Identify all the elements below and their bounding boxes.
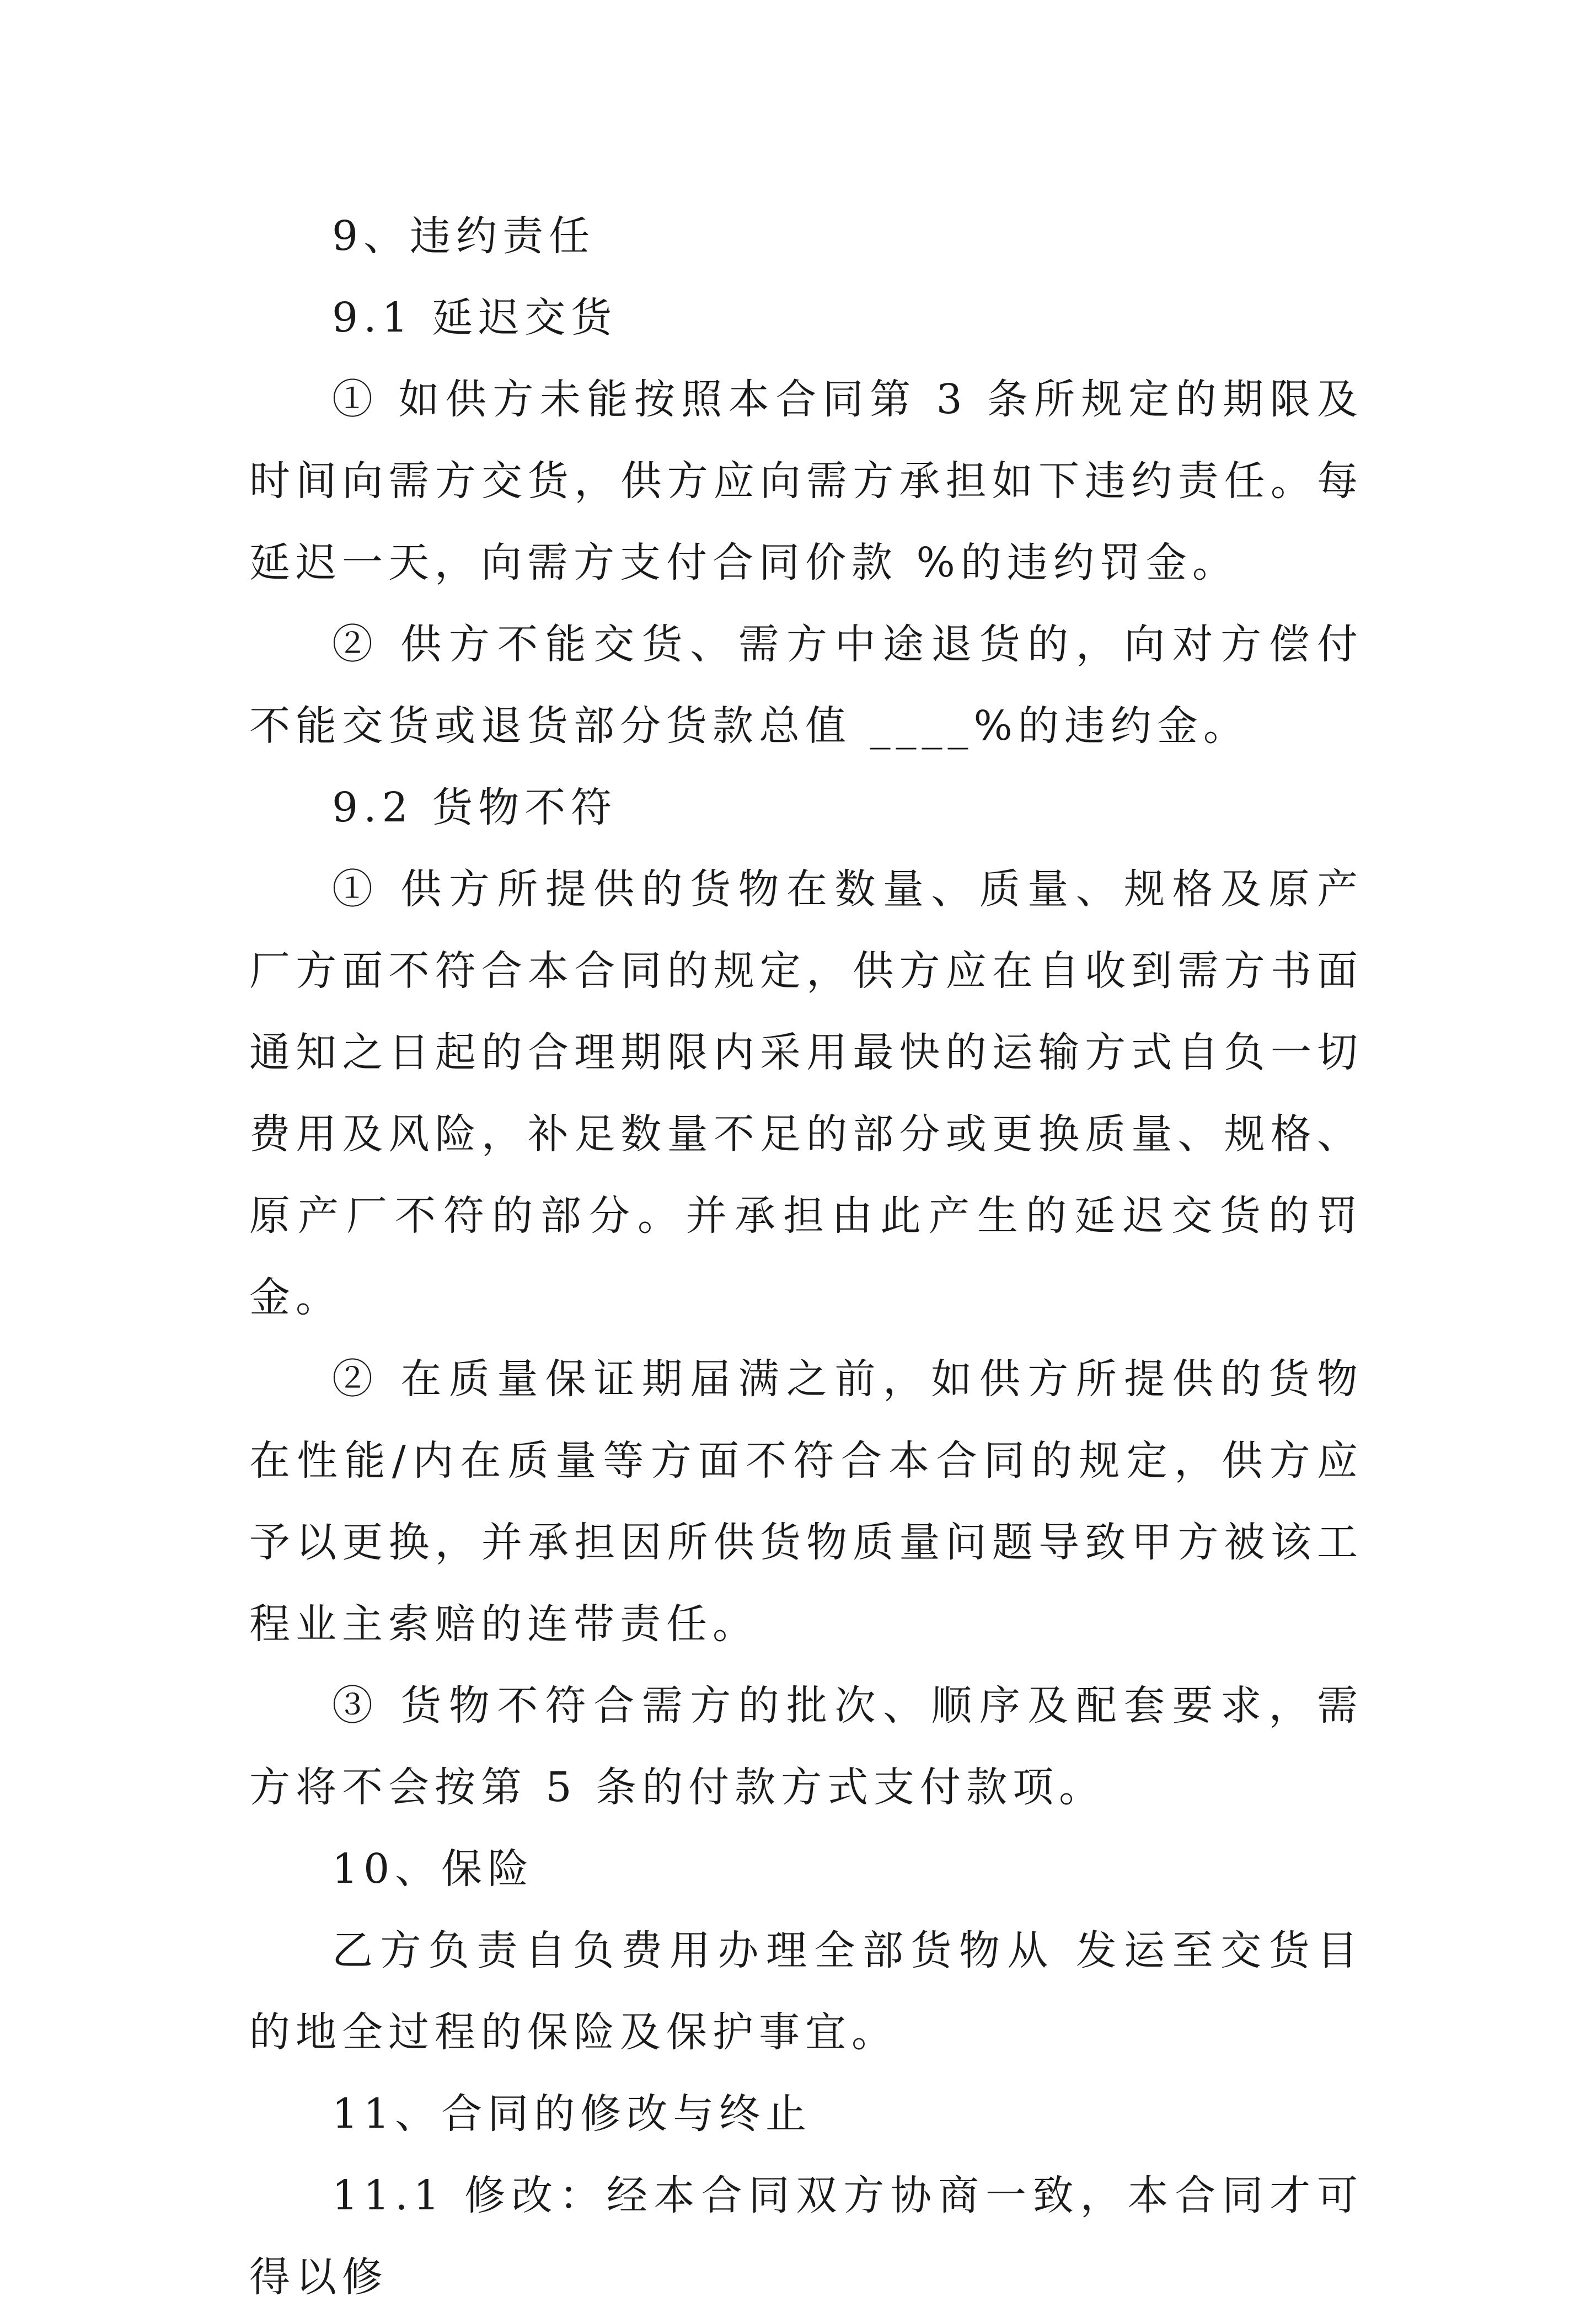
clause-paragraph: ② 供方不能交货、需方中途退货的，向对方偿付不能交货或退货部分货款总值 ____%的违约金。 xyxy=(249,621,1363,750)
document-body xyxy=(249,195,1363,2318)
clause-paragraph: ① 如供方未能按照本合同第 3 条所规定的期限及时间向需方交货，供方应向需方承担如下违约责任。每延迟一天，向需方支付合同价款 %的违约罚金。 xyxy=(249,376,1363,586)
subsection-heading-nonconforming-goods: 9.2 货物不符 xyxy=(332,784,618,831)
clause-paragraph: 乙方负责自负费用办理全部货物从 发运至交货目的地全过程的保险及保护事宜。 xyxy=(249,1927,1363,2056)
section-heading-insurance: 10、保险 xyxy=(332,1845,534,1893)
subsection-heading-delayed-delivery: 9.1 延迟交货 xyxy=(332,294,618,341)
section-heading-breach-liability: 9、违约责任 xyxy=(332,212,596,260)
section-heading-amendment-termination: 11、合同的修改与终止 xyxy=(332,2090,812,2138)
clause-paragraph: ① 供方所提供的货物在数量、质量、规格及原产厂方面不符合本合同的规定，供方应在自收到需方书面通知之日起的合理期限内采用最快的运输方式自负一切费用及风险，补足数量不足的部分或更换质量、规格、原产厂不符的部分。并承担由此产生的延迟交货的罚金。 xyxy=(249,866,1363,1321)
clause-paragraph: ③ 货物不符合需方的批次、顺序及配套要求，需方将不会按第 5 条的付款方式支付款项。 xyxy=(249,1682,1363,1811)
clause-paragraph: ② 在质量保证期届满之前，如供方所提供的货物在性能/内在质量等方面不符合本合同的规定，供方应予以更换，并承担因所供货物质量问题导致甲方被该工程业主索赔的连带责任。 xyxy=(249,1355,1363,1648)
clause-paragraph: 11.1 修改：经本合同双方协商一致，本合同才可得以修 xyxy=(249,2172,1363,2301)
